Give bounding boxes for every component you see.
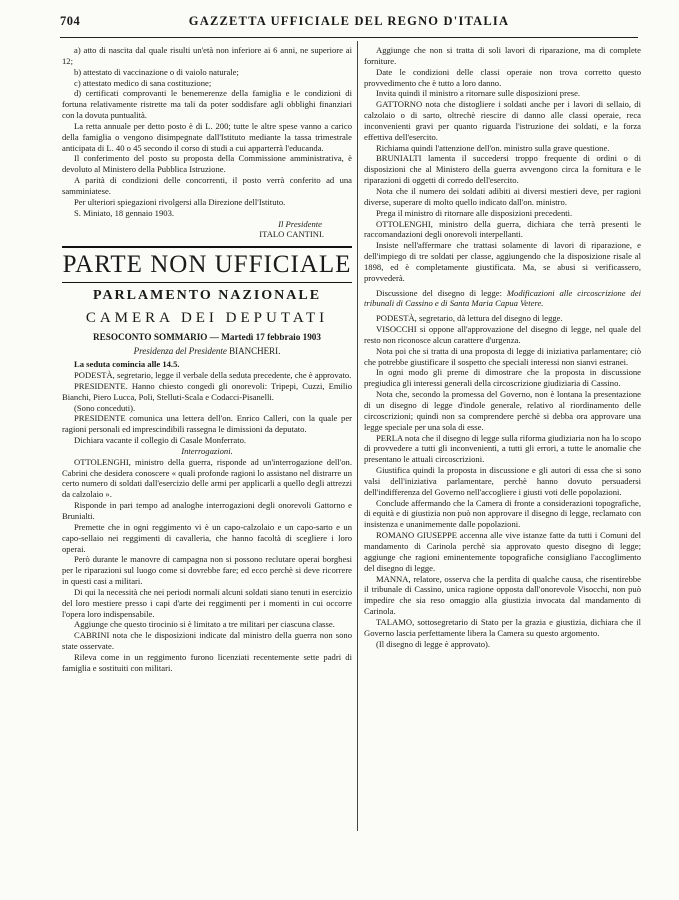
notice-item-d: d) certificati comprovanti le benemerenze della famiglia e le condizioni di fortuna relativamente ristrette ma tali da poter soddisfare agli obblighi finanziari con la dovuta puntualità.	[62, 88, 352, 121]
discussion-title: Modificazioni alle circoscrizione dei tribunali di Cassino e di Santa Maria Capua Vetere.	[364, 287, 641, 309]
header-rule	[60, 37, 638, 38]
continuation-p1: Aggiunge che non si tratta di soli lavori di riparazione, ma di complete forniture.	[364, 45, 641, 66]
session-resignation: PRESIDENTE comunica una lettera dell'on. Enrico Calleri, con la quale per ragioni personali ed imprescindibili rassegna le dimissioni da deputato.	[62, 413, 352, 435]
discussion-p9: ROMANO GIUSEPPE accenna alle vive istanze fatte da tutti i Comuni del mandamento di Carinola perchè sia approvato questo disegno di legge; aggiunge che ragioni eminentemente topografiche consigliano l'accoglimento del disegno di legge.	[364, 530, 641, 573]
notice-item-a: a) atto di nascita dal quale risulti un'età non inferiore ai 6 anni, ne superiore ai 12;	[62, 45, 352, 66]
column-divider	[357, 41, 358, 831]
notice-item-b: b) attestato di vaccinazione o di vaiolo naturale;	[74, 66, 239, 77]
continuation-p8: Prega il ministro di ritornare alle disposizioni precedenti.	[376, 207, 573, 218]
session-leaves: PRESIDENTE. Hanno chiesto congedi gli onorevoli: Tripepi, Cuzzi, Emilio Bianchi, Piero Lucca, Poli, Stelluti-Scala e Codacci-Pisanelli.	[62, 380, 352, 402]
signature-name: ITALO CANTINI.	[259, 229, 324, 240]
chamber-title: CAMERA DEI DEPUTATI	[85, 310, 329, 327]
discussion-p4: In ogni modo gli preme di dimostrare che la proposta in discussione pregiudica gli interessi generali della circoscrizione giudiziaria di Cassino.	[364, 367, 641, 389]
continuation-p3: Invita quindi il ministro a ritornare sulle disposizioni prese.	[376, 88, 581, 99]
continuation-p4: GATTORNO nota che distogliere i soldati anche per i lavori di sellaio, di calzolaio o di sarto, oltrechè riescire di danno alle classi operaie, reca inconvenienti gravi per quanto riguarda l'istruzione dei soldati, e la forza effettiva dell'esercito.	[364, 99, 641, 142]
presidency-prefix: Presidenza del Presidente	[133, 346, 227, 357]
discussion-p10: MANNA, relatore, osserva che la perdita di qualche causa, che risentirebbe il tribunale di Cassino, unica ragione opposta dall'onorevole Visocchi, non può impedire che sia reso omaggio alla giustizia invocata dal mandamento di Carinola.	[364, 573, 641, 617]
section-rule-bottom	[62, 282, 352, 283]
section-rule-top	[62, 246, 352, 248]
interrogation-p4: Però durante le manovre di campagna non si possono reclutare operai borghesi per le riparazioni sul luogo come si dovrebbe fare; ed ecco perchè si deve ricorrere in questi casi a militari.	[62, 554, 352, 587]
notice-assignment: Il conferimento del posto su proposta della Commissione amministrativa, è devoluto al Ministero della Pubblica Istruzione.	[62, 153, 352, 175]
notice-item-c: c) attestato medico di sana costituzione;	[74, 77, 212, 88]
notice-date: S. Miniato, 18 gennaio 1903.	[74, 207, 175, 218]
continuation-p10: Insiste nell'affermare che trattasi solamente di lavori di riparazione, e dell'impiego di tre soldati per classe, aggiungendo che la disposizione risale al 1898, ed è completamente giustificata. Ma, se abusi si verificassero, provvederà.	[364, 240, 641, 283]
notice-parity: A parità di condizioni delle concorrenti, il posto verrà conferito ad una samminiatese.	[62, 175, 352, 196]
interrogation-p7: CABRINI nota che le disposizioni indicate dal ministro della guerra non sono state osservate.	[62, 630, 352, 652]
notice-fee: La retta annuale per detto posto è di L. 200; tutte le altre spese vanno a carico della famiglia o vengono disimpegnate dall'Istituto mediante la tassa trimestrale anticipata di L. 40 o 45 secondo il corso di studi a cui apparterrà l'educanda.	[62, 120, 352, 153]
continuation-p9: OTTOLENGHI, ministro della guerra, dichiara che terrà presenti le raccomandazioni degli onorevoli interpellanti.	[364, 218, 641, 240]
parliament-title: PARLAMENTO NAZIONALE	[92, 288, 322, 304]
page-number: 704	[60, 14, 81, 28]
discussion-p5: Nota che, secondo la promessa del Governo, non è lontana la presentazione di un disegno di legge d'indole generale, relativo al riordinamento delle circoscrizioni; quindi non sa comprendere perchè si debba ora approvare una legge speciale per una sola di esse.	[364, 389, 641, 432]
discussion-p3: Nota poi che si tratta di una proposta di legge di iniziativa parlamentare; ciò che potrebbe giustificare il sospetto che speciali interessi non sianvi estranei.	[364, 345, 641, 367]
continuation-p6: BRUNIALTI lamenta il succedersi troppo frequente di ordini o di disposizioni che al Ministero della guerra avvengono circa la fornitura e le riparazioni di oggetti di corredo dell'esercito.	[364, 153, 641, 186]
interrogations-title: Interrogazioni.	[181, 445, 233, 456]
session-granted: (Sono conceduti).	[74, 402, 136, 413]
interrogation-p5: Di qui la necessità che nei periodi normali alcuni soldati siano tenuti in esercizio del loro mestiere presso i capi d'arte dei reggimenti per i momenti in cui occorre l'opera loro indispensabile.	[62, 586, 352, 619]
interrogation-p3: Premette che in ogni reggimento vi è un capo-calzolaio e un capo-sarto e un capo-sellaio nei reggimenti di cavalleria, che hanno facoltà di scegliere i loro operai.	[62, 521, 352, 554]
interrogation-p1: OTTOLENGHI, ministro della guerra, risponde ad un'interrogazione dell'on. Cabrini che desidera conoscere « quali profonde ragioni lo assistano nel distrarre un certo numero di soldati dall'esercizio delle armi per applicarli a quello degli attrezzi da calzolaio ».	[62, 456, 352, 500]
discussion-prefix: Discussione del disegno di legge:	[376, 287, 502, 298]
left-column	[62, 45, 352, 674]
session-vacancy: Dichiara vacante il collegio di Casale Monferrato.	[74, 435, 247, 446]
session-start: La seduta comincia alle 14.5.	[74, 359, 180, 370]
discussion-p1: PODESTÀ, segretario, dà lettura del disegno di legge.	[376, 313, 563, 324]
notice-info: Per ulteriori spiegazioni rivolgersi alla Direzione dell'Istituto.	[74, 196, 286, 207]
discussion-p12: (Il disegno di legge è approvato).	[376, 638, 491, 649]
signature-role: Il Presidente	[278, 218, 322, 229]
interrogation-p8: Rileva come in un reggimento furono licenziati recentemente sette padri di famiglia e sostituiti con militari.	[62, 651, 352, 673]
discussion-heading	[364, 288, 641, 310]
continuation-p7: Nota che il numero dei soldati adibiti ai diversi mestieri deve, per ragioni diverse, superare di molto quello indicato dall'on. ministro.	[364, 185, 641, 207]
session-minutes: PODESTÀ, segretario, legge il verbale della seduta precedente, che è approvato.	[74, 370, 352, 381]
right-column	[364, 45, 641, 649]
summary-title: RESOCONTO SOMMARIO — Martedì 17 febbraio 1903	[93, 332, 321, 343]
interrogation-p2: Risponde in pari tempo ad analoghe interrogazioni degli onorevoli Gattorno e Brunialti.	[62, 500, 352, 521]
section-title: PARTE NON UFFICIALE	[62, 251, 352, 279]
continuation-p2: Date le condizioni delle classi operaie non trova corretto questo provvedimento che è tutto a loro danno.	[364, 66, 641, 88]
interrogation-p6: Aggiunge che questo tirocinio si è limitato a tre militari per ciascuna classe.	[74, 619, 335, 630]
presidency-line	[62, 345, 352, 357]
discussion-p7: Giustifica quindi la proposta in discussione e gli autori di essa che si sono valsi dell'iniziativa parlamentare, perchè hanno dovuto persuadersi dell'indifferenza del Governo nell'accogliere i giusti voti delle popolazioni.	[364, 465, 641, 497]
continuation-p5: Richiama quindi l'attenzione dell'on. ministro sulla grave questione.	[376, 142, 610, 153]
discussion-p8: Conclude affermando che la Camera di fronte a considerazioni topografiche, di equità e di giustizia non può non approvare il disegno di legge, reclamato con insistenza e unanimemente dalle popolazioni.	[364, 497, 641, 530]
discussion-p6: PERLA nota che il disegno di legge sulla riforma giudiziaria non ha lo scopo di provvedere a tutti gli inconvenienti, a tutti gli errori, a tutte le anomalie che presentano le attuali circoscrizioni.	[364, 432, 641, 465]
page-header	[60, 14, 638, 34]
discussion-p2: VISOCCHI si oppone all'approvazione del disegno di legge, nel quale del resto non riconosce alcun carattere d'urgenza.	[364, 324, 641, 345]
presidency-name: BIANCHERI.	[229, 346, 281, 357]
discussion-p11: TALAMO, sottosegretario di Stato per la grazia e giustizia, dichiara che il Governo lascia perfettamente libera la Camera su questo argomento.	[364, 616, 641, 638]
newspaper-title: GAZZETTA UFFICIALE DEL REGNO D'ITALIA	[188, 14, 510, 28]
